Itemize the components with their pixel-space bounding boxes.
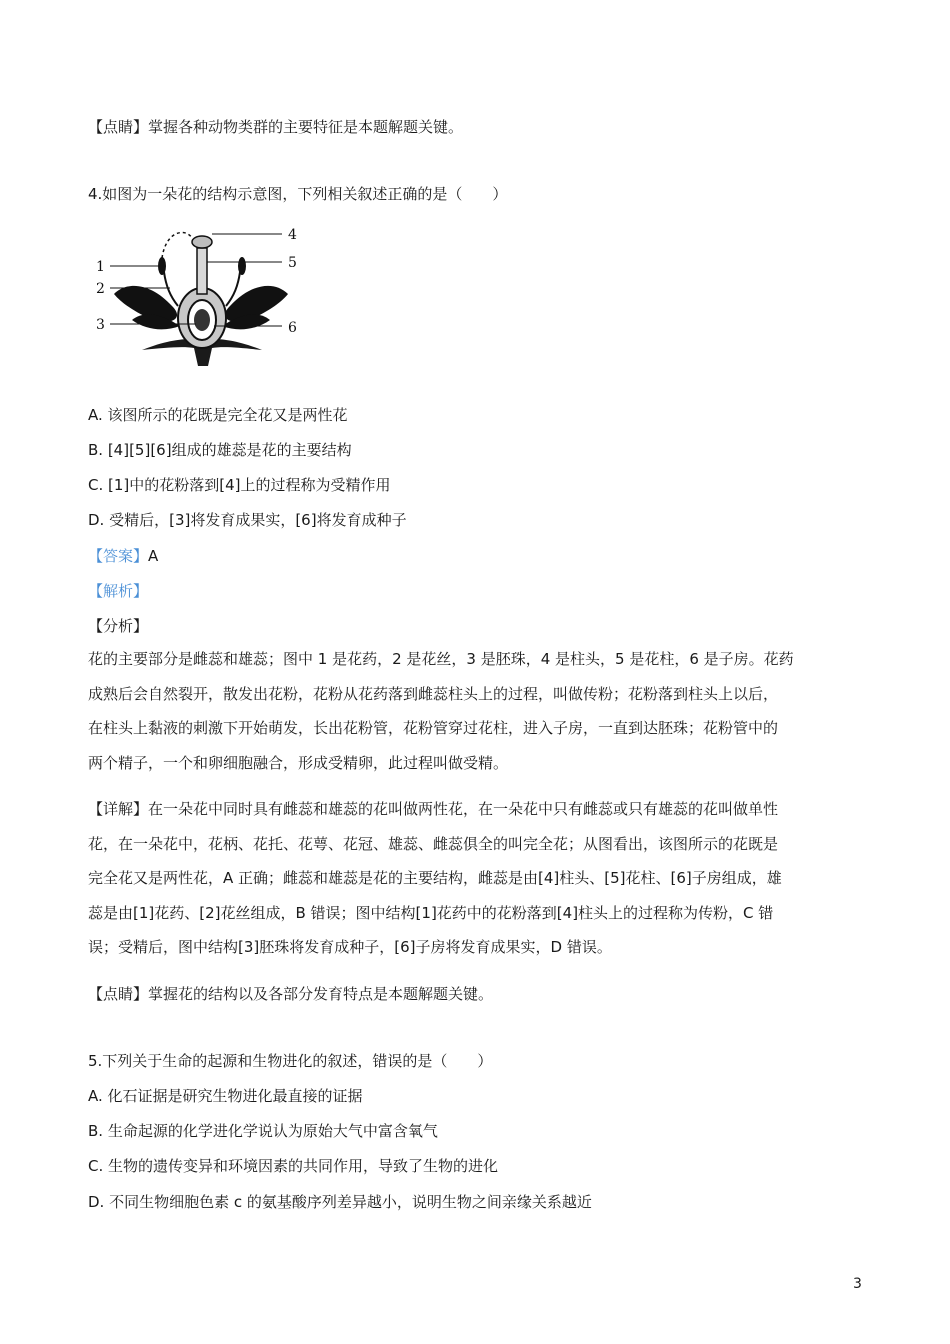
- label-1: 1: [96, 259, 105, 275]
- detail-line: 蕊是由[1]花药、[2]花丝组成，B 错误；图中结构[1]花药中的花粉落到[4]柱头上的过程称为传粉，C 错: [88, 903, 774, 922]
- detail-line: 花，在一朵花中，花柄、花托、花萼、花冠、雄蕊、雌蕊俱全的叫完全花；从图看出，该图所示的花既是: [88, 834, 779, 853]
- detail-paragraph: [88, 792, 864, 965]
- q4-option-c: C. [1]中的花粉落到[4]上的过程称为受精作用: [88, 476, 391, 494]
- q4-option-b: B. [4][5][6]组成的雄蕊是花的主要结构: [88, 441, 352, 459]
- detail-line: 完全花又是两性花，A 正确；雌蕊和雄蕊是花的主要结构，雌蕊是由[4]柱头、[5]花柱、[6]子房组成，雄: [88, 869, 782, 887]
- tip-text: 掌握花的结构以及各部分发育特点是本题解题关键。: [148, 985, 494, 1003]
- fenxi-line: 在柱头上黏液的刺激下开始萌发，长出花粉管，花粉管穿过花柱，进入子房，一直到达胚珠；花粉管中的: [88, 719, 779, 737]
- fenxi-paragraph: [88, 642, 864, 780]
- label-2: 2: [96, 281, 105, 297]
- fenxi-line: 两个精子，一个和卵细胞融合，形成受精卵，此过程叫做受精。: [88, 753, 509, 772]
- label-4: 4: [288, 227, 297, 243]
- fenxi-label: 【分析】: [88, 617, 149, 635]
- question-4-stem: 4.如图为一朵花的结构示意图，下列相关叙述正确的是（ ）: [88, 185, 508, 203]
- q5-option-b: B. 生命起源的化学进化学说认为原始大气中富含氧气: [88, 1122, 438, 1140]
- answer-label: 【答案】: [88, 547, 149, 565]
- analysis-label: 【解析】: [88, 582, 149, 600]
- answer-value: A: [148, 547, 159, 565]
- tip-text: 掌握各种动物类群的主要特征是本题解题关键。: [148, 118, 464, 136]
- flower-structure-diagram: [92, 222, 308, 370]
- fenxi-line: 成熟后会自然裂开，散发出花粉，花粉从花药落到雌蕊柱头上的过程，叫做传粉；花粉落到柱头上以后，: [88, 684, 779, 703]
- tip-label: 【点睛】: [88, 985, 149, 1003]
- question-5-stem: 5.下列关于生命的起源和生物进化的叙述，错误的是（ ）: [88, 1052, 493, 1070]
- q4-option-a: A. 该图所示的花既是完全花又是两性花: [88, 406, 348, 424]
- tip-label: 【点睛】: [88, 118, 149, 136]
- q4-tip: [88, 984, 493, 1004]
- q5-option-a: A. 化石证据是研究生物进化最直接的证据: [88, 1087, 363, 1105]
- fenxi-line: 花的主要部分是雌蕊和雄蕊；图中 1 是花药，2 是花丝，3 是胚珠，4 是柱头，5 是花柱，6 是子房。花药: [88, 650, 794, 668]
- q5-option-c: C. 生物的遗传变异和环境因素的共同作用，导致了生物的进化: [88, 1157, 499, 1175]
- label-5: 5: [288, 255, 297, 271]
- label-6: 6: [288, 320, 297, 336]
- q4-answer: [88, 546, 158, 566]
- prev-answer-tip: [88, 117, 463, 137]
- page-number: 3: [853, 1276, 862, 1292]
- label-3: 3: [96, 317, 105, 333]
- detail-line: 误；受精后，图中结构[3]胚珠将发育成种子，[6]子房将发育成果实，D 错误。: [88, 938, 612, 956]
- detail-label: 【详解】: [88, 800, 149, 818]
- q4-option-d: D. 受精后，[3]将发育成果实，[6]将发育成种子: [88, 511, 407, 529]
- q5-option-d: D. 不同生物细胞色素 c 的氨基酸序列差异越小，说明生物之间亲缘关系越近: [88, 1193, 592, 1211]
- detail-line: 在一朵花中同时具有雌蕊和雄蕊的花叫做两性花，在一朵花中只有雌蕊或只有雄蕊的花叫做单性: [148, 800, 779, 818]
